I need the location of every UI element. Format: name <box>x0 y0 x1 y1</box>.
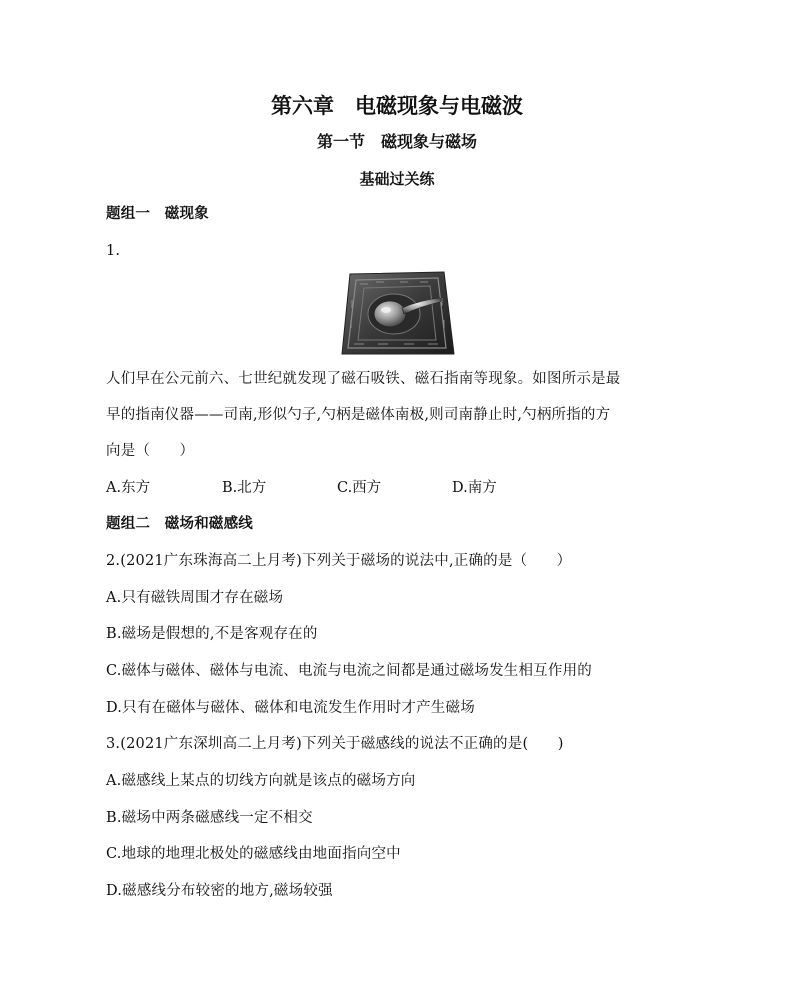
q3-stem: 3.(2021广东深圳高二上月考)下列关于磁感线的说法不正确的是( ) <box>106 736 564 752</box>
q1-option-d: D.南方 <box>452 480 497 496</box>
q3-option-d: D.磁感线分布较密的地方,磁场较强 <box>106 883 333 899</box>
q2-stem: 2.(2021广东珠海高二上月考)下列关于磁场的说法中,正确的是（ ） <box>106 553 572 569</box>
q2-option-c: C.磁体与磁体、磁体与电流、电流与电流之间都是通过磁场发生相互作用的 <box>106 663 592 679</box>
q1-stem-line-1: 人们早在公元前六、七世纪就发现了磁石吸铁、磁石指南等现象。如图所示是最 <box>106 371 621 387</box>
chapter-title: 第六章 电磁现象与电磁波 <box>271 94 523 118</box>
q1-stem-line-3: 向是（ ） <box>106 443 195 459</box>
subsection-title: 基础过关练 <box>359 170 435 188</box>
group2-heading: 题组二 磁场和磁感线 <box>106 516 253 532</box>
q1-stem-line-2: 早的指南仪器——司南,形似勺子,勺柄是磁体南极,则司南静止时,勺柄所指的方 <box>106 407 611 423</box>
q1-option-b: B.北方 <box>222 480 267 496</box>
q2-option-a: A.只有磁铁周围才存在磁场 <box>106 590 284 606</box>
q3-option-b: B.磁场中两条磁感线一定不相交 <box>106 810 313 826</box>
q2-option-b: B.磁场是假想的,不是客观存在的 <box>106 626 318 642</box>
q1-option-a: A.东方 <box>106 480 151 496</box>
q1-number: 1. <box>106 243 121 259</box>
q3-option-a: A.磁感线上某点的切线方向就是该点的磁场方向 <box>106 773 416 789</box>
q3-option-c: C.地球的地理北极处的磁感线由地面指向空中 <box>106 846 401 862</box>
sinan-compass-image <box>340 270 456 356</box>
section-title: 第一节 磁现象与磁场 <box>316 132 477 151</box>
q2-option-d: D.只有在磁体与磁体、磁体和电流发生作用时才产生磁场 <box>106 700 475 716</box>
q1-option-c: C.西方 <box>337 480 382 496</box>
group1-heading: 题组一 磁现象 <box>106 206 209 222</box>
